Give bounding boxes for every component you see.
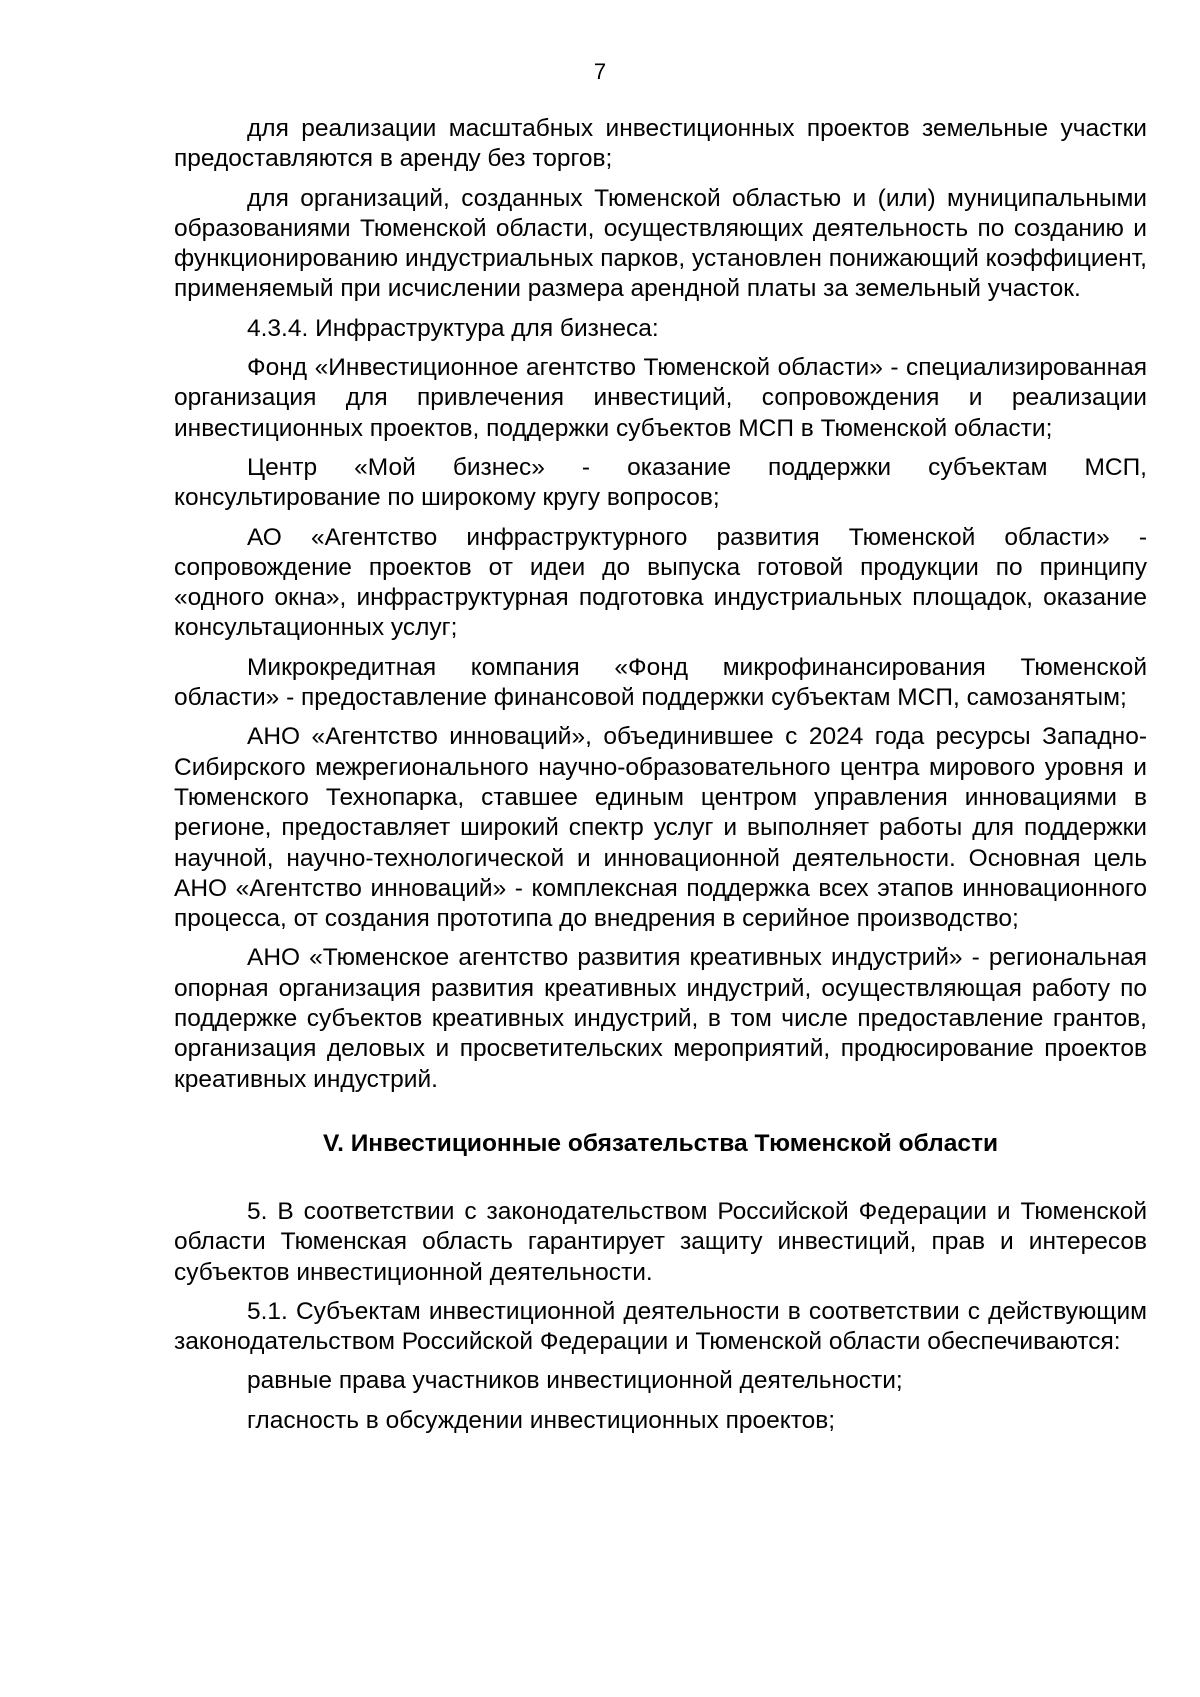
document-body xyxy=(174,114,1147,1445)
paragraph-creative-industries-agency: АНО «Тюменское агентство развития креативных индустрий» - региональная опорная организация развития креативных индустрий, осуществляющая работу по поддержке субъектов креативных индустрий, в том числе предоставление грантов, организация деловых и просветительских мероприятий, продюсирование проектов креативных индустрий. xyxy=(174,944,1147,1093)
paragraph-innovation-agency: АНО «Агентство инноваций», объединившее с 2024 года ресурсы Западно-Сибирского межрегионального научно-образовательного центра мирового уровня и Тюменского Технопарка, ставшее единым центром управления инновациями в регионе, предоставляет широкий спектр услуг и выполняет работы для поддержки научной, научно-технологической и инновационной деятельности. Основная цель АНО «Агентство инноваций» - комплексная поддержка всех этапов инновационного процесса, от создания прототипа до внедрения в серийное производство; xyxy=(174,723,1147,933)
paragraph-investment-agency: Фонд «Инвестиционное агентство Тюменской области» - специализированная организация для привлечения инвестиций, сопровождения и реализации инвестиционных проектов, поддержки субъектов МСП в Тюменской области; xyxy=(174,354,1147,442)
paragraph-my-business-center: Центр «Мой бизнес» - оказание поддержки субъектам МСП, консультирование по широкому кругу вопросов; xyxy=(174,453,1147,512)
page-number: 7 xyxy=(593,59,607,84)
list-item-equal-rights: равные права участников инвестиционной деятельности; xyxy=(247,1367,903,1395)
paragraph-investor-rights: 5.1. Субъектам инвестиционной деятельности в соответствии с действующим законодательством Российской Федерации и Тюменской области обеспечиваются: xyxy=(174,1297,1147,1356)
paragraph-infrastructure-agency: АО «Агентство инфраструктурного развития Тюменской области» - сопровождение проектов от идеи до выпуска готовой продукции по принципу «одного окна», инфраструктурная подготовка индустриальных площадок, оказание консультационных услуг; xyxy=(174,523,1147,642)
paragraph-industrial-parks: для организаций, созданных Тюменской областью и (или) муниципальными образованиями Тюменской области, осуществляющих деятельность по созданию и функционированию индустриальных парков, установлен понижающий коэффициент, применяемый при исчислении размера арендной платы за земельный участок. xyxy=(174,184,1147,303)
list-item-publicity: гласность в обсуждении инвестиционных проектов; xyxy=(247,1406,836,1434)
paragraph-microfinance-fund: Микрокредитная компания «Фонд микрофинансирования Тюменской области» - предоставление финансовой поддержки субъектам МСП, самозанятым; xyxy=(174,653,1147,712)
paragraph-infrastructure-title: 4.3.4. Инфраструктура для бизнеса: xyxy=(247,314,659,342)
paragraph-investment-guarantee: 5. В соответствии с законодательством Российской Федерации и Тюменской области Тюменская область гарантирует защиту инвестиций, прав и интересов субъектов инвестиционной деятельности. xyxy=(174,1197,1147,1286)
paragraph-land-lease: для реализации масштабных инвестиционных проектов земельные участки предоставляются в аренду без торгов; xyxy=(174,115,1147,173)
section-heading: V. Инвестиционные обязательства Тюменской области xyxy=(322,1129,999,1157)
